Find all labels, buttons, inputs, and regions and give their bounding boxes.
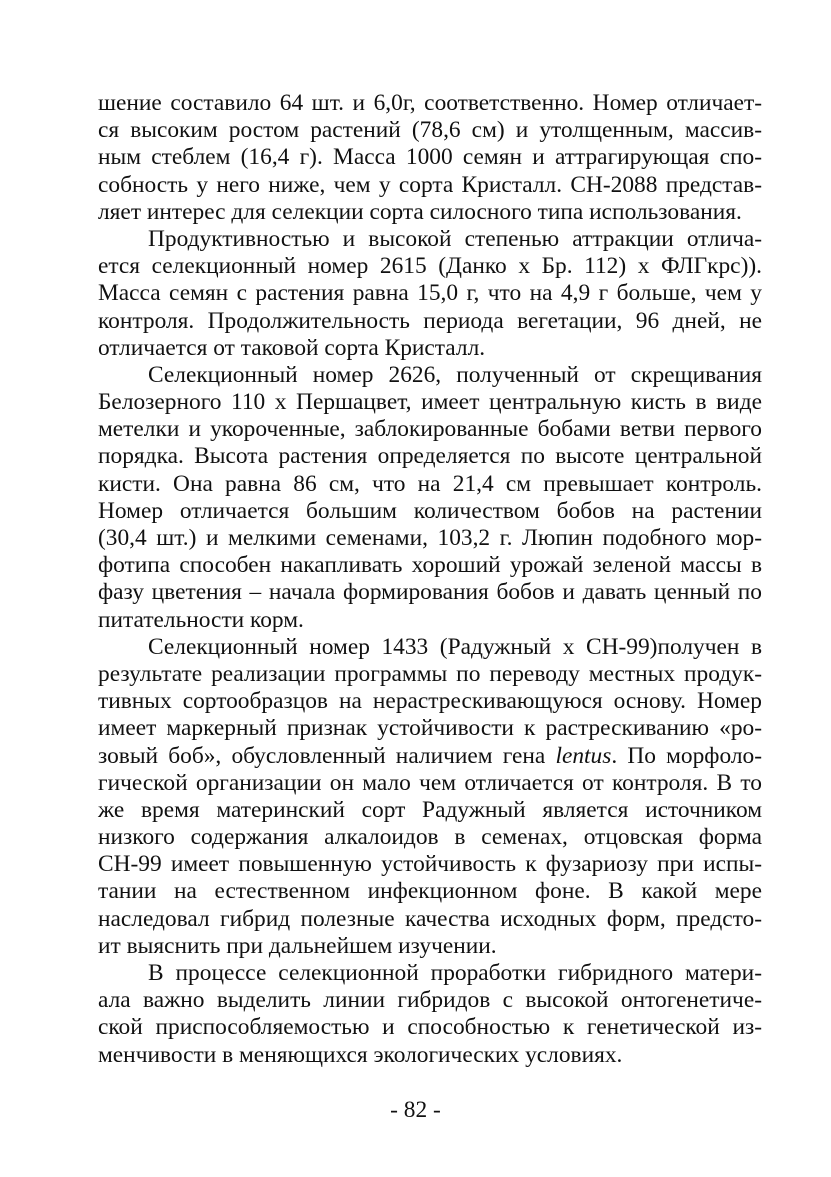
text-line: Селекционный номер 1433 (Радужный х СН-99)получен в [148,633,762,660]
text-line: результате реализации программы по переводу местных продук- [98,660,762,687]
text-line: шение составило 64 шт. и 6,0г, соответственно. Номер отличает- [98,90,762,116]
text-run: . По морфоло- [611,742,762,769]
text-line: Селекционный номер 2626, полученный от скрещивания [148,361,762,388]
text-line: ит выяснить при дальнейшем изучении. [98,932,497,959]
gene-name: lentus [555,742,612,769]
text-line: ся высоким ростом растений (78,6 см) и утолщенным, массив- [98,117,762,144]
text-line: В процессе селекционной проработки гибридного матери- [148,960,762,986]
text-line: Продуктивностью и высокой степенью аттракции отлича- [148,225,762,252]
text-line: кисти. Она равна 86 см, что на 21,4 см превышает контроль. [98,470,762,497]
text-line: ала важно выделить линии гибридов с высокой онтогенетиче- [98,987,762,1014]
text-line: питательности корм. [98,606,304,633]
text-line: отличается от таковой сорта Кристалл. [98,334,486,361]
text-line: тивных сортообразцов на нерастрескивающуюся основу. Номер [98,688,762,715]
text-line: фотипа способен накапливать хороший урожай зеленой массы в [98,552,762,579]
text-line: тании на естественном инфекционном фоне. В какой мере [98,878,762,905]
paragraph [98,90,762,226]
document-body [98,90,762,1069]
text-line: гической организации он мало чем отличается от контроля. В то [98,769,762,796]
paragraph [98,226,762,362]
page-number: - 82 - [390,1097,441,1123]
text-line: СН-99 имеет повышенную устойчивость к фузариозу при испы- [98,851,762,878]
paragraph [98,362,762,634]
text-line: Белозерного 110 х Першацвет, имеет центральную кисть в виде [98,389,762,416]
text-line: контроля. Продолжительность периода вегетации, 96 дней, не [98,307,762,334]
paragraph [98,634,762,960]
text-line: фазу цветения – начала формирования бобов и давать ценный по [98,579,762,606]
text-run: зовый боб», обусловленный наличием гена [98,742,556,769]
text-line [98,743,762,770]
text-line: собность у него ниже, чем у сорта Кристалл. СН-2088 представ- [98,171,762,198]
text-line: ется селекционный номер 2615 (Данко х Бр. 112) х ФЛГкрс)). [98,253,762,280]
text-line: ным стеблем (16,4 г). Масса 1000 семян и аттрагирующая спо- [98,144,762,171]
text-line: низкого содержания алкалоидов в семенах, отцовская форма [98,824,762,851]
text-line: же время материнский сорт Радужный является источником [98,796,762,823]
text-line: ской приспособляемостью и способностью к генетической из- [98,1014,762,1041]
text-line: порядка. Высота растения определяется по высоте центральной [98,443,762,470]
text-line: метелки и укороченные, заблокированные бобами ветви первого [98,416,762,443]
text-line: Номер отличается большим количеством бобов на растении [98,497,762,524]
text-line: (30,4 шт.) и мелкими семенами, 103,2 г. Люпин подобного мор- [98,525,762,551]
text-line: имеет маркерный признак устойчивости к растрескиванию «ро- [98,715,762,742]
text-line: ляет интерес для селекции сорта силосного типа использования. [98,198,742,225]
paragraph [98,960,762,1069]
text-line: наследовал гибрид полезные качества исходных форм, предсто- [98,905,762,932]
text-line: менчивости в меняющихся экологических условиях. [98,1041,623,1068]
text-line: Масса семян с растения равна 15,0 г, что на 4,9 г больше, чем у [98,280,762,307]
